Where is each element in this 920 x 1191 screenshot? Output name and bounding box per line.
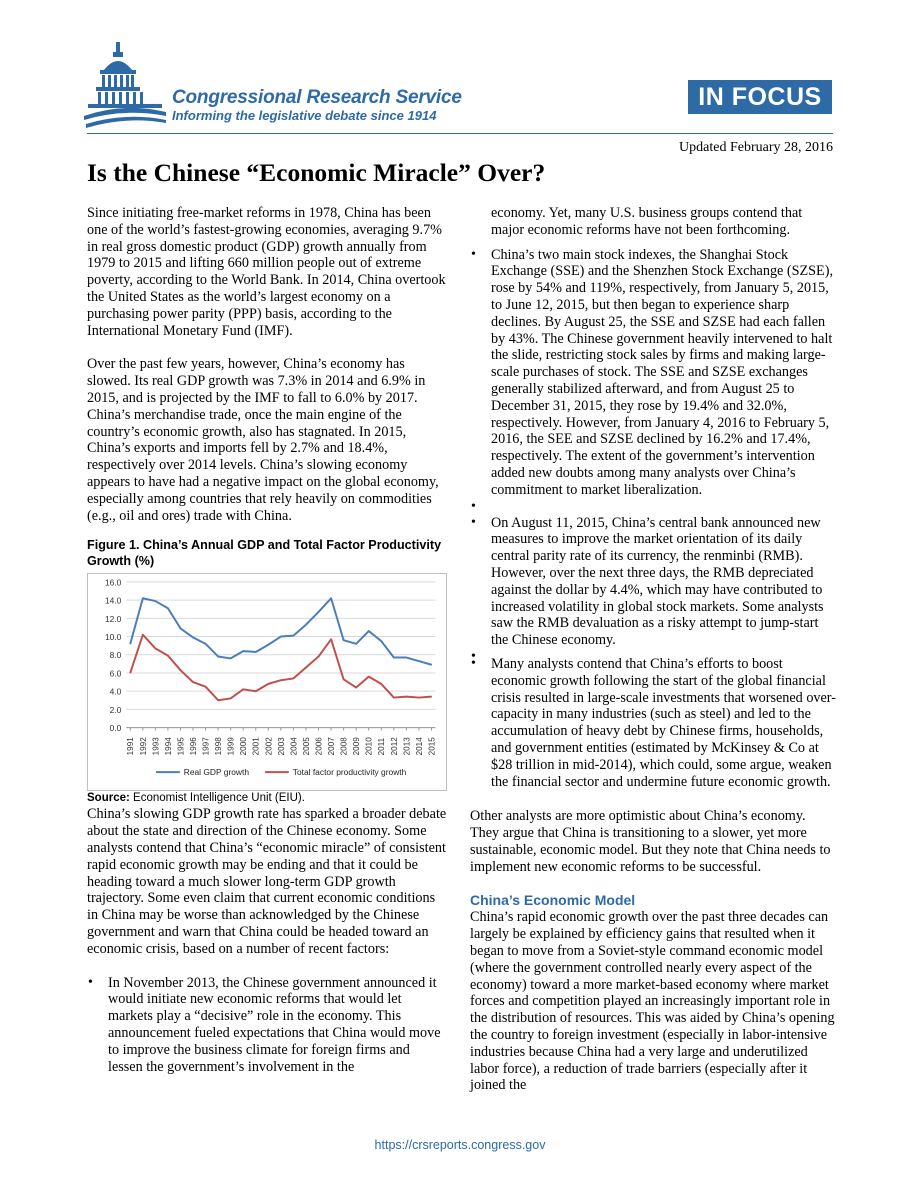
intro-paragraph: Since initiating free-market reforms in 1978, China has been one of the world’s fastest-growing economies, averaging 9.7% in real gross domestic product (GDP) growth annually from 1979 to 2015 and lifting 660 million people out of extreme poverty, according to the World Bank. In 2014, China overtook the United States as the world’s largest economy on a purchasing power parity (PPP) basis, according to the International Monetary Fund (IMF). (87, 205, 446, 339)
x-tick-label: 2012 (389, 737, 399, 756)
data-point (406, 657, 407, 658)
source-text: Economist Intelligence Unit (EIU). (133, 792, 305, 805)
left-column (87, 205, 447, 1075)
data-point (406, 696, 407, 697)
data-point (431, 696, 432, 697)
data-point (180, 670, 181, 671)
data-point (218, 656, 219, 657)
x-tick-label: 1999 (226, 737, 236, 756)
x-tick-label: 2010 (364, 737, 374, 756)
data-point (393, 697, 394, 698)
x-tick-label: 2005 (301, 737, 311, 756)
data-point (368, 631, 369, 632)
y-tick-label: 0.0 (109, 723, 122, 734)
x-tick-label: 1994 (163, 737, 173, 756)
x-tick-label: 2011 (377, 738, 387, 756)
org-tagline: Informing the legislative debate since 1914 (172, 108, 437, 123)
data-point (368, 676, 369, 677)
in-focus-badge: IN FOCUS (688, 80, 832, 114)
x-tick-label: 1998 (214, 737, 224, 756)
factors-list-left (87, 975, 447, 1076)
data-point (318, 656, 319, 657)
data-point (155, 601, 156, 602)
data-point (180, 628, 181, 629)
data-point (330, 639, 331, 640)
legend-label: Total factor productivity growth (292, 767, 407, 778)
economic-model-paragraph: China’s rapid economic growth over the past three decades can largely be explained by efficiency gains that resulted when it began to move from a Soviet-style command economic model (where the government controlled nearly every aspect of the economy) toward a more market-based economy where market forces and competition played an increasingly important role in the distribution of resources. This was aided by China’s opening the country to foreign investment (especially in labor-intensive industries because China had a very large and underutilized labor force), a reduction of trade barriers (especially after it joined the (470, 909, 835, 1094)
data-point (218, 700, 219, 701)
data-point (142, 634, 143, 635)
footer-url[interactable]: https://crsreports.congress.gov (374, 1138, 546, 1152)
data-point (142, 598, 143, 599)
x-tick-label: 2014 (414, 737, 424, 756)
page-title: Is the Chinese “Economic Miracle” Over? (87, 158, 546, 187)
data-point (230, 658, 231, 659)
crs-logo (84, 40, 504, 135)
capitol-dome-icon (84, 40, 166, 132)
data-point (167, 608, 168, 609)
section-heading: China’s Economic Model (470, 892, 636, 909)
x-tick-label: 2002 (264, 737, 274, 756)
data-point (155, 648, 156, 649)
x-tick-label: 2003 (276, 737, 286, 756)
data-point (167, 655, 168, 656)
legend-label: Real GDP growth (183, 767, 250, 778)
x-tick-label: 1997 (201, 737, 211, 756)
data-point (255, 691, 256, 692)
y-tick-label: 16.0 (104, 577, 122, 588)
x-tick-label: 1993 (151, 737, 161, 756)
data-point (318, 612, 319, 613)
data-point (255, 652, 256, 653)
data-point (343, 640, 344, 641)
list-item: • Many analysts contend that China’s efforts to boost economic growth following the start of the global financial crisis resulted in large-scale investments that worsened over-capacity in many industries (such as steel) and led to the accumulation of heavy debt by Chinese firms, households, and government entities (estimated by McKinsey & Co at $28 trillion in mid-2014), which could, some argue, weaken the financial sector and undermine future economic growth. (470, 656, 836, 790)
x-tick-label: 2006 (314, 737, 324, 756)
y-tick-label: 12.0 (104, 614, 122, 625)
data-point (418, 697, 419, 698)
x-tick-label: 2009 (352, 737, 362, 756)
data-point (431, 665, 432, 666)
data-point (381, 684, 382, 685)
factors-list-right (470, 247, 836, 791)
figure-title: Figure 1. China’s Annual GDP and Total Factor Productivity Growth (%) (87, 538, 442, 569)
data-point (305, 667, 306, 668)
data-point (243, 651, 244, 652)
data-point (130, 673, 131, 674)
series-line-tfp (130, 635, 431, 700)
data-point (243, 689, 244, 690)
x-tick-label: 1991 (126, 737, 136, 756)
data-point (280, 680, 281, 681)
data-point (381, 641, 382, 642)
y-tick-label: 6.0 (109, 668, 122, 679)
y-tick-label: 14.0 (104, 595, 122, 606)
source-label: Source: (87, 792, 130, 805)
x-tick-label: 2013 (402, 737, 412, 756)
data-point (192, 637, 193, 638)
list-item: • In November 2013, the Chinese government announced it would initiate new economic reforms that would let markets play a “decisive” role in the economy. This announcement fueled expectations that China would move to improve the business climate for foreign firms and lessen the government’s involvement in the (87, 975, 447, 1076)
data-point (330, 598, 331, 599)
data-point (343, 679, 344, 680)
data-point (418, 661, 419, 662)
updated-date: Updated February 28, 2016 (679, 140, 833, 155)
debate-paragraph: China’s slowing GDP growth rate has sparked a broader debate about the state and direction of the Chinese economy. Some analysts contend that China’s “economic miracle” of consistent rapid economic growth may be ending and that it could be heading toward a much slower long-term GDP growth trajectory. Some even claim that current economic conditions in China may be worse than acknowledged by the Chinese government and warn that China could be headed toward an economic crisis, based on a number of recent factors: (87, 806, 447, 957)
data-point (293, 678, 294, 679)
data-point (305, 624, 306, 625)
gdp-tfp-chart (87, 573, 447, 791)
x-tick-label: 2004 (289, 737, 299, 756)
data-point (205, 644, 206, 645)
data-point (356, 687, 357, 688)
data-point (293, 635, 294, 636)
header-divider (87, 133, 833, 134)
y-tick-label: 10.0 (104, 632, 122, 643)
data-point (268, 644, 269, 645)
x-tick-label: 2001 (251, 737, 261, 756)
x-tick-label: 1995 (176, 737, 186, 756)
data-point (192, 682, 193, 683)
y-tick-label: 8.0 (109, 650, 122, 661)
data-point (130, 644, 131, 645)
list-item: • On August 11, 2015, China’s central bank announced new measures to improve the market orientation of its daily central parity rate of its currency, the renminbi (RMB). However, over the next three days, the RMB depreciated against the dollar by 4.4%, which may have contributed to increased volatility in global stock markets. Some analysts saw the RMB devaluation as a risky attempt to jump-start the Chinese economy. (470, 515, 836, 649)
slowdown-paragraph: Over the past few years, however, China’s economy has slowed. Its real GDP growth was 7.3% in 2014 and 6.9% in 2015, and is projected by the IMF to fall to 6.0% by 2017. China’s merchandise trade, once the main engine of the country’s economic growth, also has stagnated. In 2015, China’s exports and imports fell by 2.7% and 18.4%, respectively over 2014 levels. China’s slowing economy appears to have had a negative impact on the global economy, especially among countries that rely heavily on commodities (e.g., oil and ores) trade with China. (87, 356, 439, 524)
x-tick-label: 2008 (339, 737, 349, 756)
bullet-continuation: economy. Yet, many U.S. business groups contend that major economic reforms have not been forthcoming. (491, 205, 803, 238)
x-tick-label: 1992 (138, 737, 148, 756)
data-point (230, 698, 231, 699)
y-tick-label: 2.0 (109, 705, 122, 716)
optimistic-paragraph: Other analysts are more optimistic about China’s economy. They argue that China is transitioning to a slower, yet more sustainable, economic model. But they note that China needs to implement new economic reforms to be successful. (470, 808, 831, 875)
right-column (470, 205, 836, 1094)
y-tick-label: 4.0 (109, 686, 122, 697)
data-point (356, 644, 357, 645)
data-point (268, 684, 269, 685)
list-item: • China’s two main stock indexes, the Shanghai Stock Exchange (SSE) and the Shenzhen Stock Exchange (SZSE), rose by 54% and 119%, respectively, from January 5, 2015, to June 12, 2015, but then began to experience sharp declines. By August 25, the SSE and SZSE had each fallen by 43%. The Chinese government heavily intervened to halt the slide, restricting stock sales by firms and making large-scale purchases of stock. The SSE and SZSE exchanges generally stabilized afterward, and from August 25 to December 31, 2015, they rose by 19.4% and 32.0%, respectively. However, from January 4, 2016 to February 5, 2016, the SEE and SZSE declined by 16.2% and 17.4%, respectively. The extent of the government’s intervention added new doubts among many analysts over China’s commitment to market liberalization. (470, 247, 836, 499)
org-name: Congressional Research Service (172, 87, 462, 108)
x-tick-label: 2015 (427, 737, 437, 756)
chart-svg (87, 573, 447, 791)
data-point (393, 657, 394, 658)
x-tick-label: 2007 (327, 737, 337, 756)
x-tick-label: 2000 (239, 737, 249, 756)
data-point (205, 686, 206, 687)
data-point (280, 636, 281, 637)
figure-source (87, 791, 447, 805)
x-tick-label: 1996 (188, 737, 198, 756)
